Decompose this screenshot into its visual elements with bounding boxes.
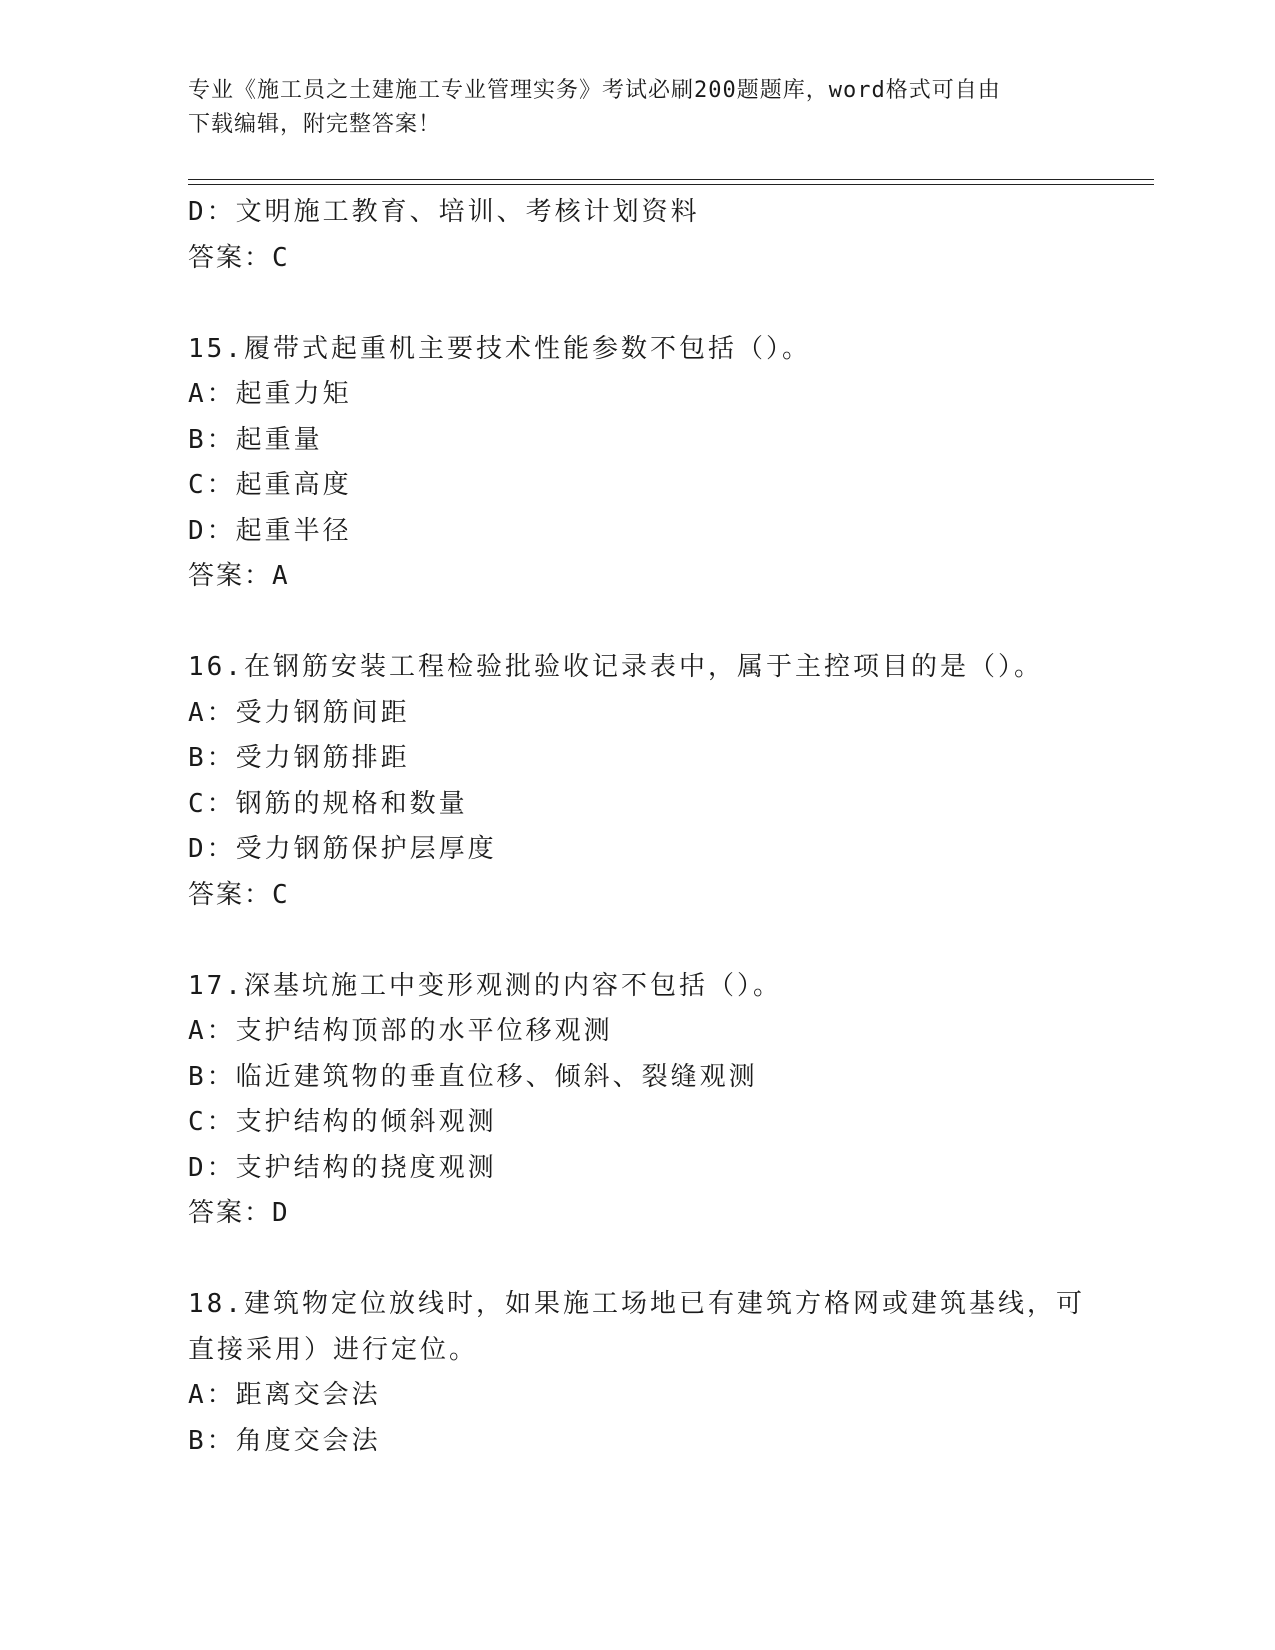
option-d: D：文明施工教育、培训、考核计划资料: [188, 197, 700, 227]
option-d: D：支护结构的挠度观测: [188, 1152, 497, 1183]
question-18: [188, 1282, 1088, 1464]
option-d: D：受力钢筋保护层厚度: [188, 834, 497, 864]
option-d: D：起重半径: [188, 515, 352, 546]
previous-question-tail: [188, 190, 1088, 281]
question-stem-line-1: 18.建筑物定位放线时，如果施工场地已有建筑方格网或建筑基线，可: [188, 1289, 1085, 1319]
question-stem: 16.在钢筋安装工程检验批验收记录表中，属于主控项目的是（）。: [188, 652, 1043, 682]
option-b: B：角度交会法: [188, 1425, 381, 1456]
header-divider-top: [188, 179, 1154, 180]
option-b: B：起重量: [188, 424, 323, 455]
header-line-2: 下载编辑，附完整答案！: [188, 112, 442, 137]
option-b: B：临近建筑物的垂直位移、倾斜、裂缝观测: [188, 1061, 758, 1092]
header-divider-bottom: [188, 184, 1154, 185]
spacer: [188, 600, 1088, 646]
answer: 答案：C: [188, 242, 290, 273]
question-stem: 17.深基坑施工中变形观测的内容不包括（）。: [188, 970, 782, 1001]
spacer: [188, 281, 1088, 327]
spacer: [188, 918, 1088, 964]
option-c: C：支护结构的倾斜观测: [188, 1107, 497, 1137]
question-15: [188, 327, 1088, 600]
option-a: A：起重力矩: [188, 379, 352, 409]
option-b: B：受力钢筋排距: [188, 743, 410, 773]
answer: 答案：C: [188, 879, 290, 910]
question-stem-line-2: 直接采用）进行定位。: [188, 1334, 479, 1365]
option-a: A：受力钢筋间距: [188, 697, 410, 728]
question-17: [188, 964, 1088, 1237]
answer: 答案：A: [188, 561, 290, 591]
document-header: [188, 74, 1088, 142]
question-stem: 15.履带式起重机主要技术性能参数不包括（）。: [188, 333, 811, 364]
answer: 答案：D: [188, 1198, 290, 1228]
question-16: [188, 645, 1088, 918]
option-a: A：距离交会法: [188, 1380, 381, 1410]
header-line-1: 专业《施工员之土建施工专业管理实务》考试必刷200题题库，word格式可自由: [188, 78, 1001, 103]
option-c: C：钢筋的规格和数量: [188, 788, 468, 819]
option-a: A：支护结构顶部的水平位移观测: [188, 1016, 613, 1046]
spacer: [188, 1237, 1088, 1283]
question-content: [188, 190, 1088, 1464]
option-c: C：起重高度: [188, 470, 352, 500]
